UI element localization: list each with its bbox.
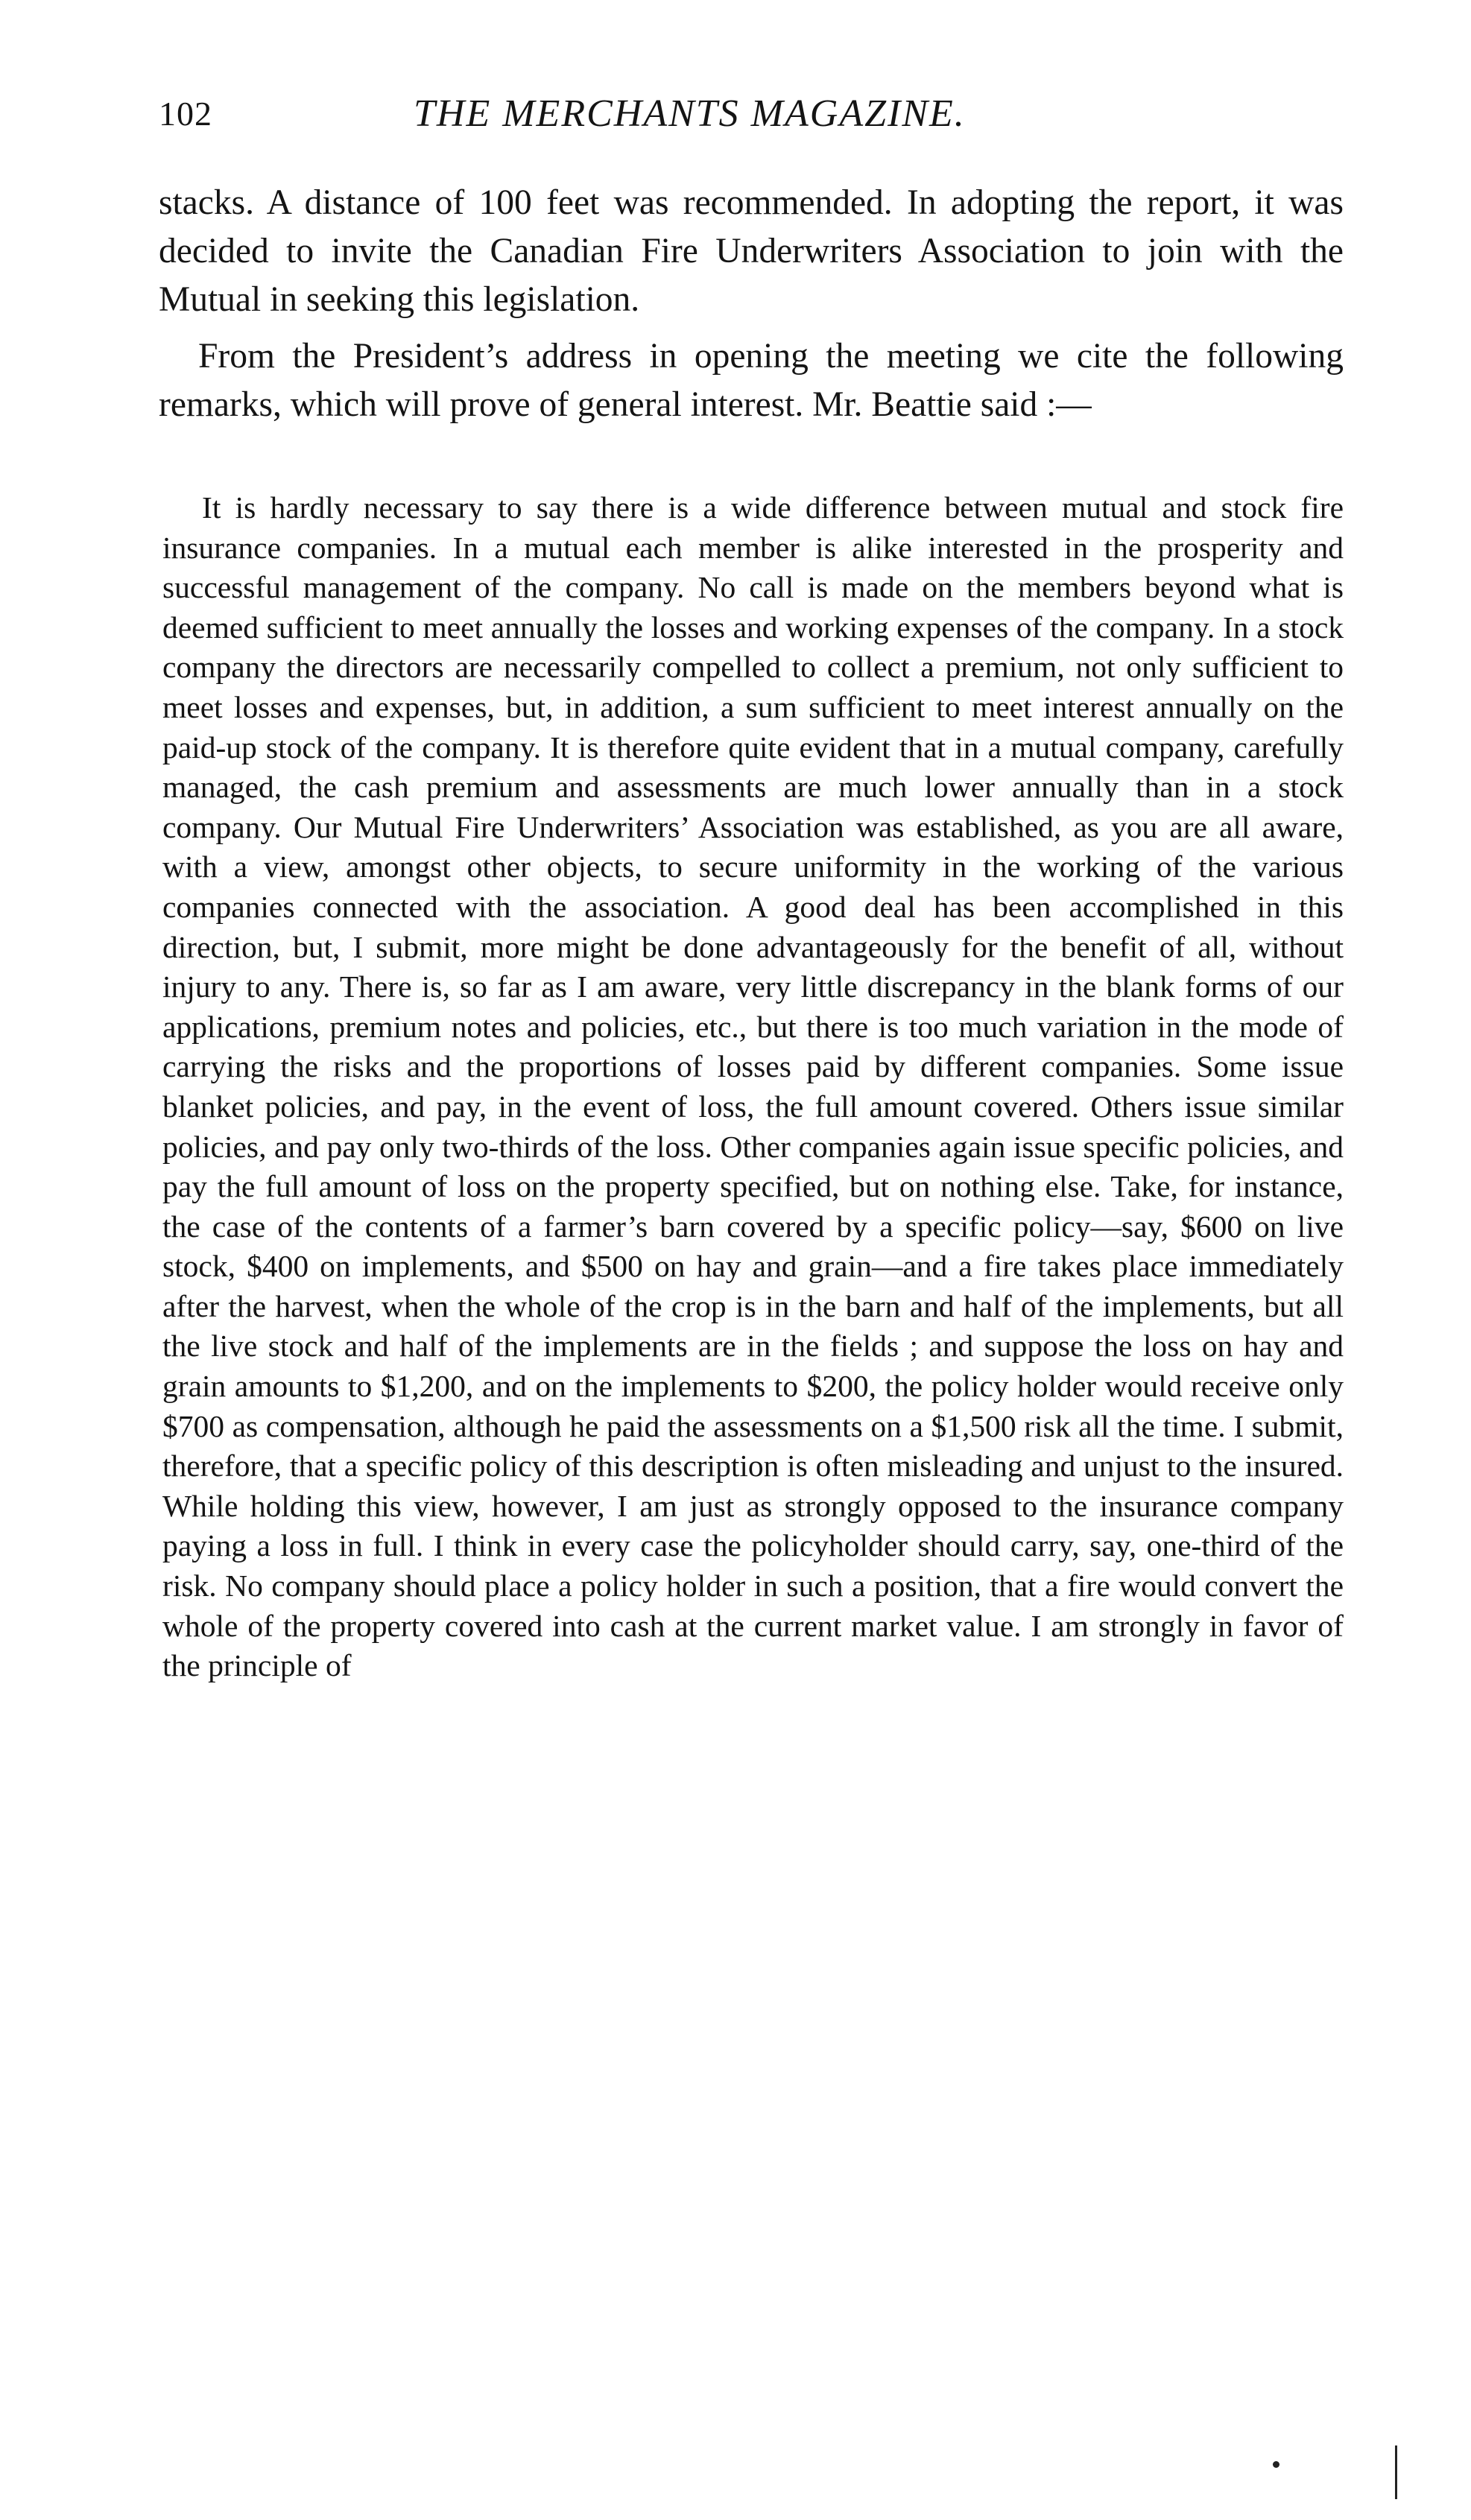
article-text	[159, 179, 1344, 429]
page-number: 102	[159, 95, 212, 133]
paragraph-continued: stacks. A distance of 100 feet was recommended. In adopting the report, it was decided to invite the Canadian Fire Underwriters Association to join with the Mutual in seeking this legislation.	[159, 183, 1344, 319]
scan-speck	[1273, 2461, 1279, 2468]
quoted-address-text: It is hardly necessary to say there is a wide difference between mutual and stock fire insurance companies. In a mutual each member is alike interested in the prosperity and successful management of the company. No call is made on the members beyond what is deemed sufficient to meet annually the losses and working expenses of the company. In a stock company the directors are necessarily compelled to collect a premium, not only sufficient to meet losses and expenses, but, in addition, a sum sufficient to meet interest annually on the paid-up stock of the company. It is therefore quite evident that in a mutual company, carefully managed, the cash premium and assessments are much lower annually than in a stock company. Our Mutual Fire Underwriters’ Association was established, as you are all aware, with a view, amongst other objects, to secure uniformity in the working of the various companies connected with the association. A good deal has been accomplished in this direction, but, I submit, more might be done advantageously for the benefit of all, without injury to any. There is, so far as I am aware, very little discrepancy in the blank forms of our applications, premium notes and policies, etc., but there is too much variation in the mode of carrying the risks and the proportions of losses paid by different companies. Some issue blanket policies, and pay, in the event of loss, the full amount covered. Others issue similar policies, and pay only two-thirds of the loss. Other companies again issue specific policies, and pay the full amount of loss on the property specified, but on nothing else. Take, for instance, the case of the contents of a farmer’s barn covered by a specific policy—say, $600 on live stock, $400 on implements, and $500 on hay and grain—and a fire takes place immediately after the harvest, when the whole of the crop is in the barn and half of the implements, but all the live stock and half of the implements are in the fields ; and suppose the loss on hay and grain amounts to $1,200, and on the implements to $200, the policy holder would receive only $700 as compensation, although he paid the assessments on a $1,500 risk all the time. I submit, therefore, that a specific policy of this description is often misleading and unjust to the insured. While holding this view, however, I am just as strongly opposed to the insurance company paying a loss in full. I think in every case the policyholder should carry, say, one-third of the risk. No company should place a policy holder in such a position, that a fire would convert the whole of the property covered into cash at the current market value. I am strongly in favor of the principle of	[162, 490, 1344, 1683]
scan-edge-mark	[1395, 2445, 1397, 2499]
running-head	[159, 88, 1344, 140]
paragraph-president-address: From the President’s address in opening the meeting we cite the following remarks, which will prove of general interest. Mr. Beattie said :—	[159, 337, 1344, 424]
running-title: THE MERCHANTS MAGAZINE.	[414, 92, 966, 135]
quoted-address	[162, 488, 1344, 1686]
